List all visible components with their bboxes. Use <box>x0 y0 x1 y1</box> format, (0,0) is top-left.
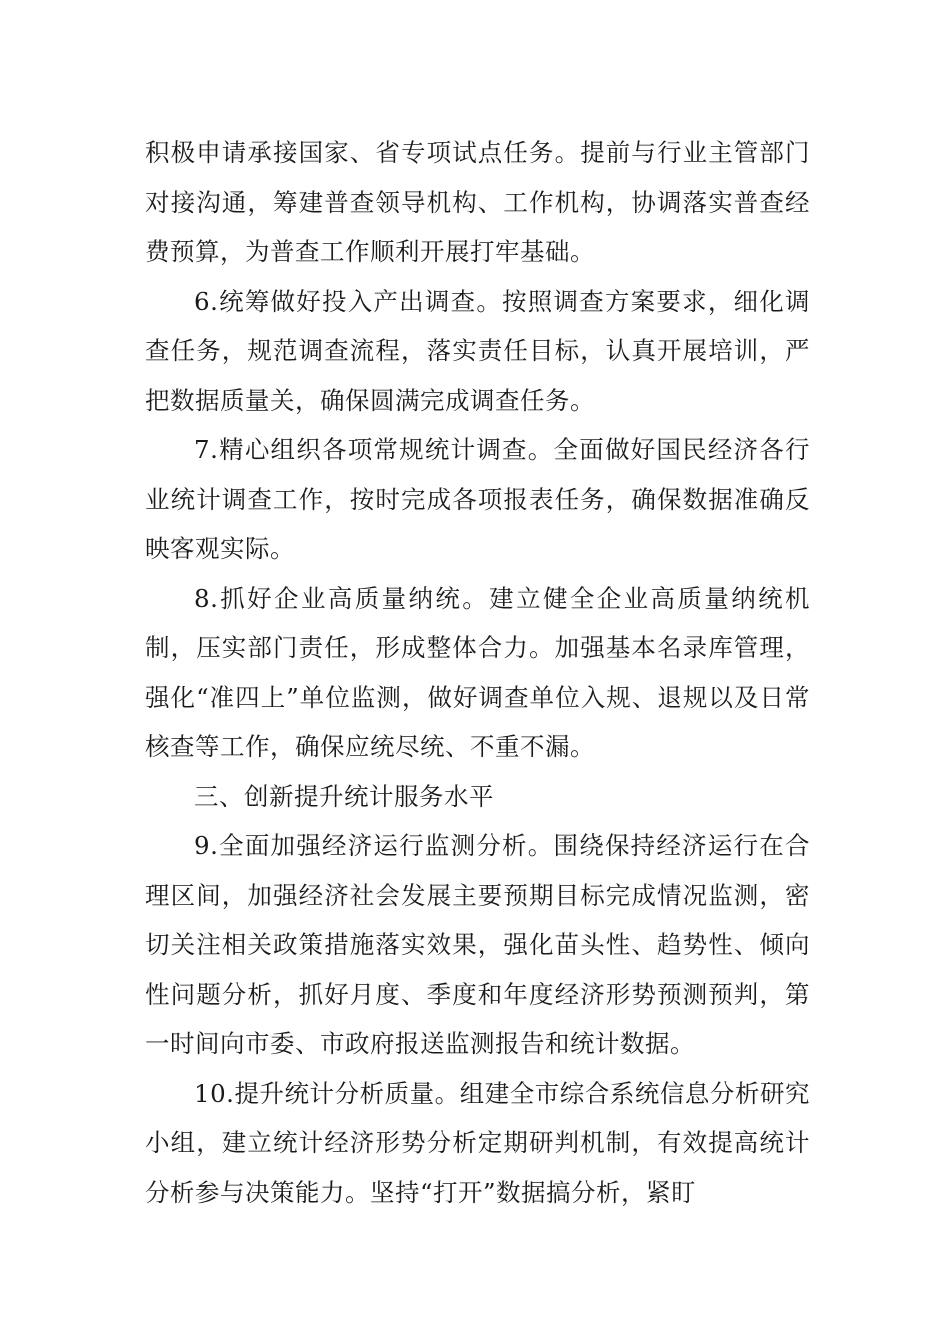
document-body <box>145 128 810 1217</box>
paragraph-item-7: 7.精心组织各项常规统计调查。全面做好国民经济各行业统计调查工作，按时完成各项报表任务，确保数据准确反映客观实际。 <box>145 435 810 563</box>
paragraph-item-9: 9.全面加强经济运行监测分析。围绕保持经济运行在合理区间，加强经济社会发展主要预期目标完成情况监测，密切关注相关政策措施落实效果，强化苗头性、趋势性、倾向性问题分析，抓好月度、季度和年度经济形势预测预判，第一时间向市委、市政府报送监测报告和统计数据。 <box>145 831 810 1058</box>
paragraph-item-10: 10.提升统计分析质量。组建全市综合系统信息分析研究小组，建立统计经济形势分析定期研判机制，有效提高统计分析参与决策能力。坚持“打开”数据搞分析，紧盯 <box>145 1078 810 1207</box>
section-heading-3: 三、创新提升统计服务水平 <box>194 781 494 811</box>
paragraph-continuation: 积极申请承接国家、省专项试点任务。提前与行业主管部门对接沟通，筹建普查领导机构、工作机构，协调落实普查经费预算，为普查工作顺利开展打牢基础。 <box>145 138 810 266</box>
paragraph-item-8: 8.抓好企业高质量纳统。建立健全企业高质量纳统机制，压实部门责任，形成整体合力。加强基本名录库管理，强化“准四上”单位监测，做好调查单位入规、退规以及日常核查等工作，确保应统尽统、不重不漏。 <box>145 583 810 761</box>
paragraph-item-6: 6.统筹做好投入产出调查。按照调查方案要求，细化调查任务，规范调查流程，落实责任目标，认真开展培训，严把数据质量关，确保圆满完成调查任务。 <box>145 286 810 415</box>
